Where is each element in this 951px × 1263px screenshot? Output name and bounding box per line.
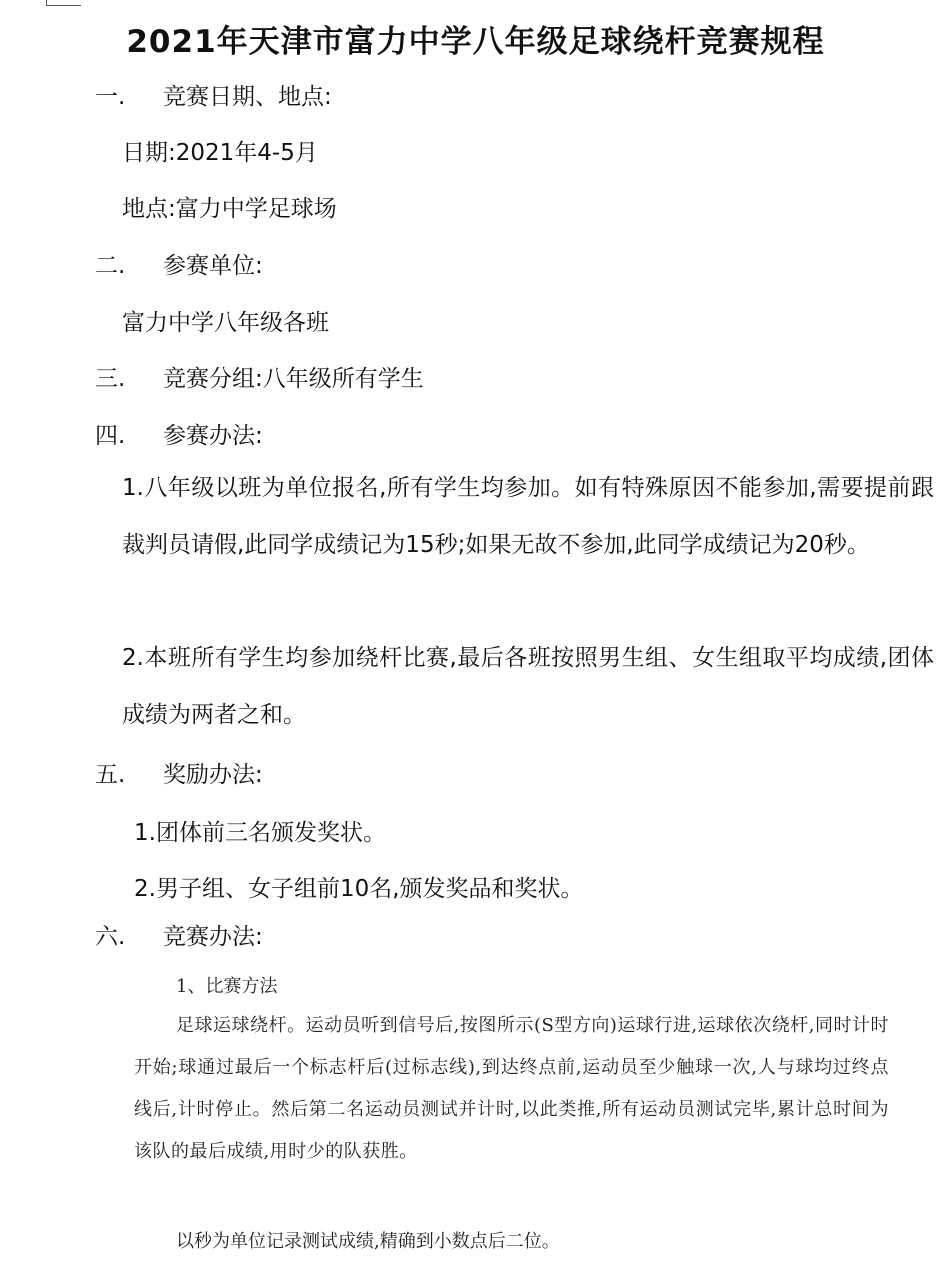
section-number: 五. <box>95 762 126 788</box>
date-line: 日期:2021年4-5月 <box>122 140 318 166</box>
rule-paragraph-1: 1.八年级以班为单位报名,所有学生均参加。如有特殊原因不能参加,需要提前跟裁判员请假,此同学成绩记为15秒;如果无故不参加,此同学成绩记为20秒。 <box>122 475 934 558</box>
reward-item-2: 2.男子组、女子组前10名,颁发奖品和奖状。 <box>134 876 584 902</box>
section-heading: 竞赛日期、地点: <box>163 84 332 110</box>
page-corner-mark <box>46 0 81 6</box>
section-heading: 竞赛办法: <box>163 924 263 950</box>
method-note: 以秒为单位记录测试成绩,精确到小数点后二位。 <box>176 1231 560 1252</box>
section-number: 二. <box>95 253 126 279</box>
section-heading: 参赛办法: <box>163 423 263 449</box>
section-number: 一. <box>95 84 126 110</box>
section-heading: 参赛单位: <box>163 253 263 279</box>
place-line: 地点:富力中学足球场 <box>122 196 337 222</box>
reward-item-1: 1.团体前三名颁发奖状。 <box>134 820 386 846</box>
method-paragraph: 足球运球绕杆。运动员听到信号后,按图所示(S型方向)运球行进,运球依次绕杆,同时计时开始;球通过最后一个标志杆后(过标志线),到达终点前,运动员至少触球一次,人与球均过终点线后,计时停止。然后第二名运动员测试并计时,以此类推,所有运动员测试完毕,累计总时间为该队的最后成绩,用时少的队获胜。 <box>134 1015 889 1162</box>
rule-paragraph-2: 2.本班所有学生均参加绕杆比赛,最后各班按照男生组、女生组取平均成绩,团体成绩为两者之和。 <box>122 645 934 728</box>
section-number: 四. <box>95 423 126 449</box>
section-number: 六. <box>95 924 126 950</box>
section-heading: 奖励办法: <box>163 762 263 788</box>
document-title: 2021年天津市富力中学八年级足球绕杆竞赛规程 <box>126 24 825 60</box>
method-subheading: 1、比赛方法 <box>176 976 278 997</box>
section-number: 三. <box>95 366 126 392</box>
participant-unit: 富力中学八年级各班 <box>122 310 329 336</box>
section-heading: 竞赛分组:八年级所有学生 <box>163 366 424 392</box>
